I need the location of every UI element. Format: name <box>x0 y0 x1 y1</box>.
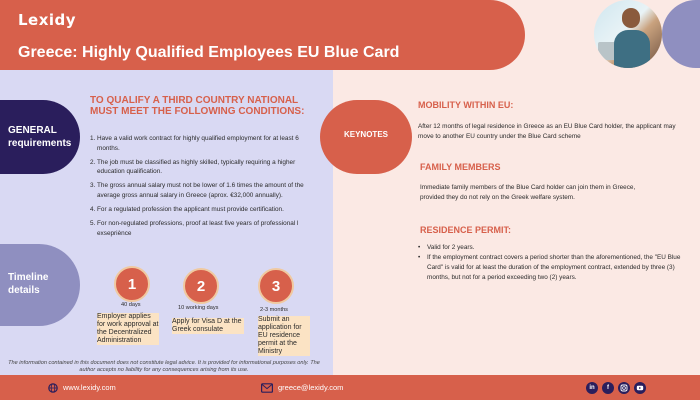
person-body-graphic <box>614 30 650 68</box>
step-2-duration: 10 working days <box>178 305 219 311</box>
decorative-shape <box>662 0 700 68</box>
globe-icon <box>48 383 58 393</box>
condition-item: 5. For non-regulated professions, proof at least five years of professional l exsepriènce <box>90 220 299 237</box>
general-requirements-label: GENERAL requirements <box>8 125 72 149</box>
timeline-step-2: 2 <box>183 268 219 304</box>
keynotes-label: KEYNOTES <box>343 130 388 139</box>
general-requirements-tab <box>0 100 80 174</box>
condition-item: 3. The gross annual salary must not be lower of 1.6 times the amount of the average gross annual salary in Greece (aprox. €32,000 annually). <box>90 182 304 199</box>
condition-item: 4. For a regulated profession the applicant must provide certification. <box>90 206 284 214</box>
timeline-details-tab <box>0 244 80 326</box>
conditions-list <box>90 134 312 243</box>
keynotes-badge <box>320 100 412 174</box>
step-3-duration: 2-3 months <box>260 307 288 313</box>
youtube-icon[interactable] <box>634 382 646 394</box>
lexidy-logo[interactable]: Lexidy <box>18 11 77 29</box>
mobility-heading: MOBILITY WITHIN EU: <box>418 100 514 110</box>
person-head-graphic <box>622 8 640 28</box>
step-3-description: Submit an application for EU residence permit at the Ministry <box>258 316 310 356</box>
instagram-icon[interactable] <box>618 382 630 394</box>
instagram-glyph <box>618 382 630 394</box>
step-2-description: Apply for Visa D at the Greek consulate <box>172 318 244 334</box>
residence-list <box>418 243 690 283</box>
timeline-step-1: 1 <box>114 266 150 302</box>
condition-item: 2. The job must be classified as highly skilled, typically requiring a higher education qualification. <box>90 158 296 176</box>
facebook-icon[interactable]: f <box>602 382 614 394</box>
mobility-text: After 12 months of legal residence in Greece as an EU Blue Card holder, the applicant may move to another EU country under the Blue Card scheme <box>418 123 676 140</box>
header-photo <box>594 0 662 68</box>
residence-item: • Valid for 2 years. <box>418 243 690 253</box>
legal-disclaimer: The information contained in this document does not constitute legal advice. It is provided for informational purposes only. The author accepts no liability for any consequences arising from its use. <box>8 360 320 373</box>
page-title: Greece: Highly Qualified Employees EU Blue Card <box>18 44 400 61</box>
residence-item: • If the employment contract covers a period shorter than the aforementioned, the "EU Blue Card" is valid for at least the duration of the employment contract, extended by three (3) months, but not for a period exceeding two (2) years. <box>418 253 690 283</box>
linkedin-icon[interactable]: in <box>586 382 598 394</box>
step-1-description: Employer applies for work approval at the Decentralized Administration <box>97 313 159 344</box>
family-text: Immediate family members of the Blue Card holder can join them in Greece, provided they do not rely on the Greek welfare system. <box>420 184 636 201</box>
email-link[interactable]: greece@lexidy.com <box>278 383 344 392</box>
conditions-heading: TO QUALIFY A THIRD COUNTRY NATIONAL MUST MEET THE FOLLOWING CONDITIONS: <box>90 95 305 117</box>
family-heading: FAMILY MEMBERS <box>420 162 501 172</box>
website-link[interactable]: www.lexidy.com <box>63 383 116 392</box>
step-1-duration: 40 days <box>121 302 141 308</box>
youtube-glyph <box>634 382 646 394</box>
residence-heading: RESIDENCE PERMIT: <box>420 225 512 235</box>
condition-item: 1. Have a valid work contract for highly qualified employment for at least 6 months. <box>90 135 299 152</box>
timeline-step-3: 3 <box>258 268 294 304</box>
timeline-details-label: Timeline details <box>8 272 49 296</box>
mail-icon <box>261 383 273 393</box>
